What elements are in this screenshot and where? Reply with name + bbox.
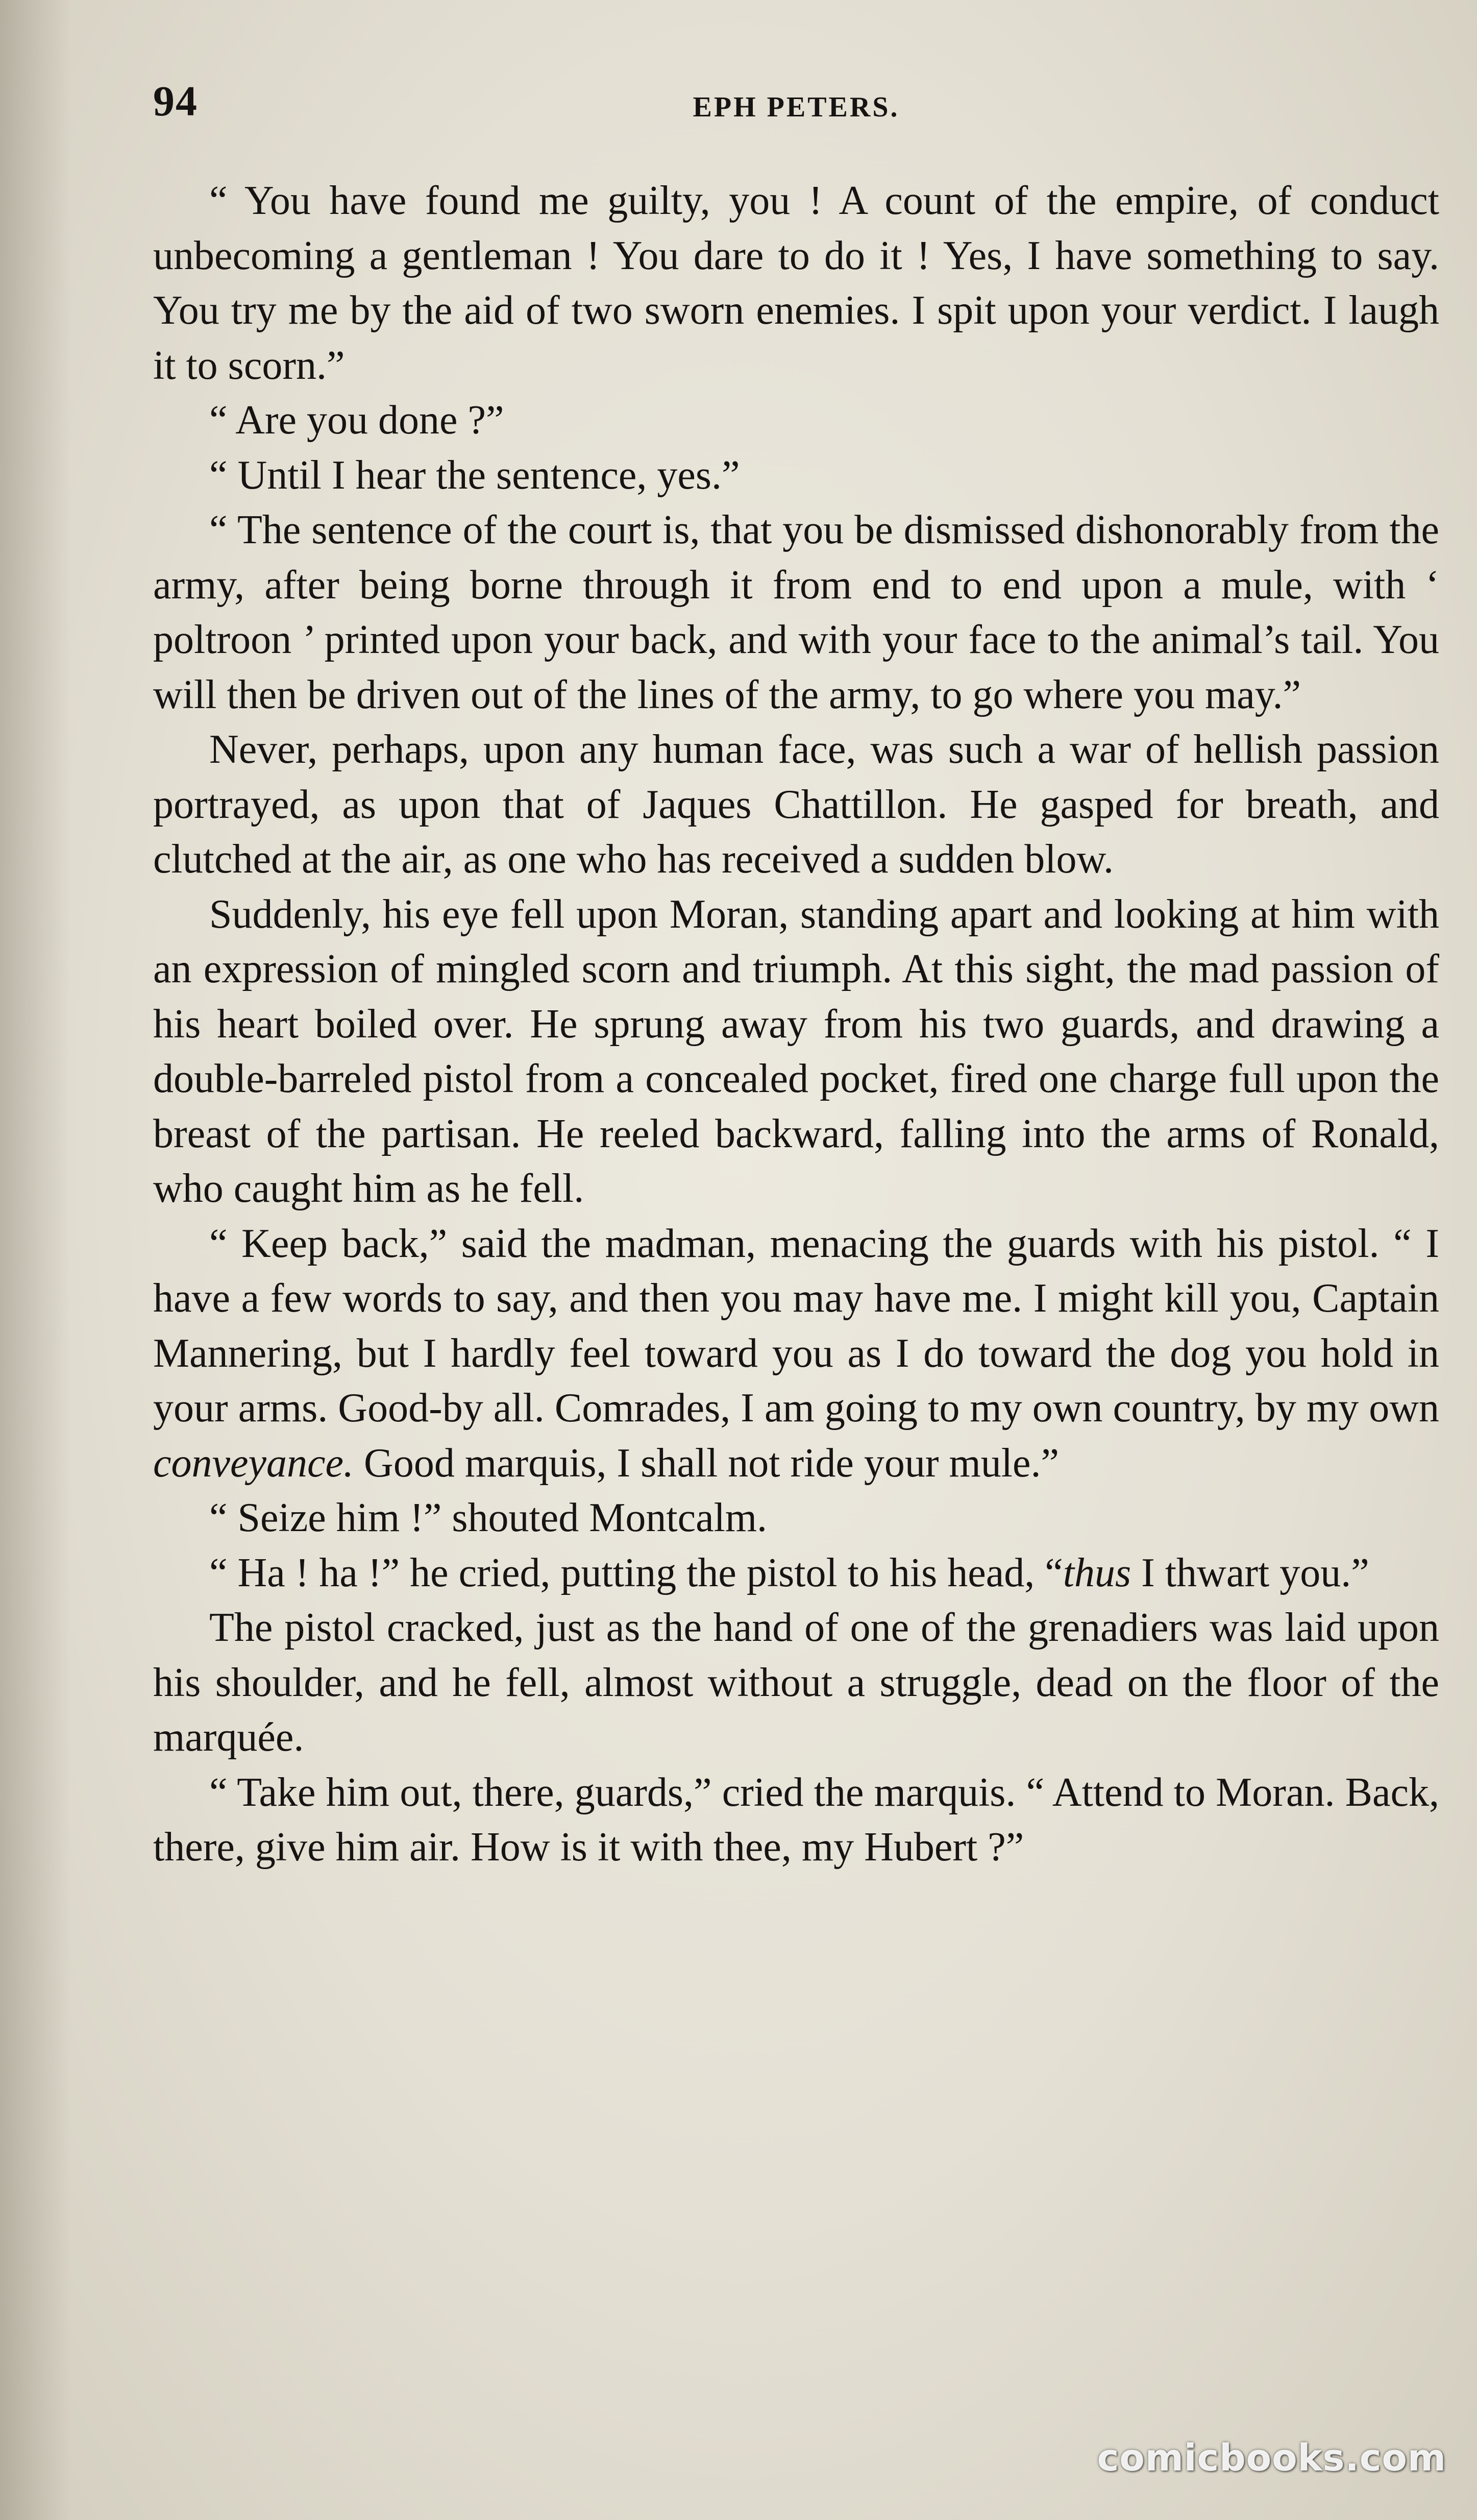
page-gutter-shadow — [0, 0, 71, 2520]
paragraph: Never, perhaps, upon any human face, was such a war of hellish passion portrayed, as upon that of Jaques Chattillon. He gasped for breath, and clutched at the air, as one who has received a sudden blow. — [153, 727, 1439, 882]
paragraph: “ Take him out, there, guards,” cried the marquis. “ Attend to Moran. Back, there, give him air. How is it with thee, my Hubert ?” — [153, 1770, 1439, 1870]
italic-word: conveyance. — [153, 1440, 354, 1486]
paragraph: “ Are you done ?” — [209, 398, 504, 443]
paragraph — [153, 1546, 1439, 1601]
italic-word: thus — [1063, 1550, 1131, 1595]
paragraph-text: Good marquis, I shall not ride your mule.” — [364, 1440, 1059, 1486]
running-head — [153, 77, 1439, 133]
paragraph — [153, 1217, 1439, 1491]
running-title: EPH PETERS. — [693, 91, 900, 123]
body-text — [153, 174, 1439, 1875]
paragraph-text: I thwart you.” — [1141, 1550, 1369, 1595]
paragraph-text: “ Ha ! ha !” he cried, putting the pistol to his head, “ — [209, 1550, 1063, 1595]
paragraph: Suddenly, his eye fell upon Moran, standing apart and looking at him with an expression of mingled scorn and triumph. At this sight, the mad passion of his heart boiled over. He sprung away from his two guards, and drawing a double-barreled pistol from a concealed pocket, fired one charge full upon the breast of the partisan. He reeled backward, falling into the arms of Ronald, who caught him as he fell. — [153, 891, 1439, 1211]
paragraph: “ Until I hear the sentence, yes.” — [209, 452, 740, 498]
paragraph-text: “ Keep back,” said the madman, menacing the guards with his pistol. “ I have a few words to say, and then you may have me. I might kill you, Captain Mannering, but I hardly feel toward you as I do toward the dog you hold in your arms. Good-by all. Comrades, I am going to my own country, by my own — [153, 1221, 1439, 1431]
paragraph: “ Seize him !” shouted Montcalm. — [209, 1495, 768, 1540]
watermark: comicbooks.com — [1097, 2436, 1446, 2479]
paragraph: The pistol cracked, just as the hand of one of the grenadiers was laid upon his shoulder, and he fell, almost without a struggle, dead on the floor of the marquée. — [153, 1605, 1439, 1760]
page-number: 94 — [153, 78, 198, 125]
paragraph: “ You have found me guilty, you ! A count of the empire, of conduct unbecoming a gentleman ! You dare to do it ! Yes, I have something to say. You try me by the aid of two sworn enemies. I spit upon your verdict. I laugh it to scorn.” — [153, 178, 1439, 388]
paragraph: “ The sentence of the court is, that you be dismissed dishonorably from the army, after being borne through it from end to end upon a mule, with ‘ poltroon ’ printed upon your back, and with your face to the animal’s tail. You will then be driven out of the lines of the army, to go where you may.” — [153, 507, 1439, 717]
